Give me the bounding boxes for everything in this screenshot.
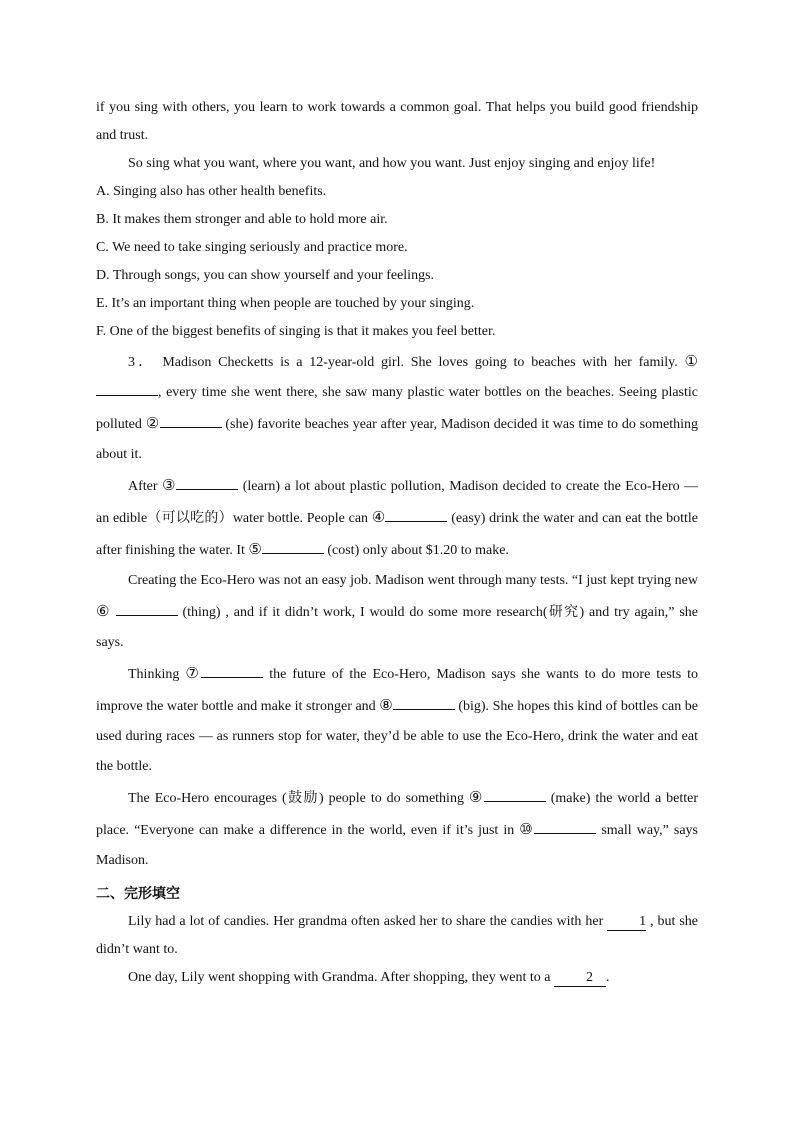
- section-heading-cloze: 二、完形填空: [96, 886, 180, 902]
- passage3-paragraph-3: Creating the Eco-Hero was not an easy job. Madison went through many tests. “I just kept trying new ⑥ (thing) , and if it didn’t work, I would do some more research(研究) and try again,” she says.: [96, 573, 699, 650]
- blank-3[interactable]: [176, 489, 238, 490]
- passage-3: [96, 346, 698, 876]
- blank-9[interactable]: [484, 801, 546, 802]
- passage3-paragraph-5: The Eco-Hero encourages (鼓励) people to do something ⑨ (make) the world a better place. “Everyone can make a difference in the world, even if it’s just in ⑩ small way,” says Madison.: [96, 788, 699, 868]
- blank-4[interactable]: [385, 521, 447, 522]
- option-a: A. Singing also has other health benefits.: [96, 184, 327, 199]
- blank-number-1: ①: [684, 352, 698, 370]
- blank-7[interactable]: [201, 677, 263, 678]
- blank-number-2: ②: [145, 414, 160, 432]
- option-d: D. Through songs, you can show yourself and your feelings.: [96, 268, 435, 283]
- blank-1[interactable]: [96, 395, 158, 396]
- blank-5[interactable]: [262, 553, 324, 554]
- passage3-paragraph-4: Thinking ⑦ the future of the Eco-Hero, Madison says she wants to do more tests to improve the water bottle and make it stronger and ⑧ (big). She hopes this kind of bottles can be used during races — as runners stop for water, they’d be able to use the Eco-Hero, drink the water and eat the bottle.: [96, 664, 699, 774]
- blank-number-8: ⑧: [379, 696, 393, 714]
- passage3-paragraph-1: 3． Madison Checketts is a 12-year-old girl. She loves going to beaches with her family. ①, every time she went there, she saw many plastic water bottles on the beaches. Seeing plastic polluted ② (she) favorite beaches year after year, Madison decided it was time to do something about it.: [96, 352, 699, 462]
- option-e: E. It’s an important thing when people are touched by your singing.: [96, 296, 475, 311]
- document-page: [96, 94, 698, 992]
- blank-number-3: ③: [161, 476, 177, 494]
- intro-paragraph-2: So sing what you want, where you want, and how you want. Just enjoy singing and enjoy life!: [128, 156, 656, 171]
- option-c: C. We need to take singing seriously and practice more.: [96, 240, 408, 255]
- option-b: B. It makes them stronger and able to hold more air.: [96, 212, 388, 227]
- passage3-paragraph-2: After ③ (learn) a lot about plastic pollution, Madison decided to create the Eco-Hero — an edible（可以吃的）water bottle. People can ④ (easy) drink the water and can eat the bottle after finishing the water. It ⑤ (cost) only about $1.20 to make.: [96, 476, 699, 558]
- option-f: F. One of the biggest benefits of singing is that it makes you feel better.: [96, 324, 496, 339]
- options-list: [96, 178, 698, 346]
- blank-number-5: ⑤: [248, 540, 262, 558]
- cloze-blank-1[interactable]: 1: [607, 914, 646, 931]
- cloze-paragraph-1: Lily had a lot of candies. Her grandma often asked her to share the candies with her 1 , but she didn’t want to.: [96, 914, 699, 957]
- blank-10[interactable]: [534, 833, 596, 834]
- blank-number-9: ⑨: [468, 788, 484, 806]
- blank-8[interactable]: [393, 709, 455, 710]
- blank-6[interactable]: [116, 615, 178, 616]
- cloze-passage: [96, 908, 698, 992]
- blank-2[interactable]: [160, 427, 222, 428]
- cloze-blank-2[interactable]: 2: [554, 970, 606, 987]
- blank-number-4: ④: [371, 508, 386, 526]
- blank-number-10: ⑩: [519, 820, 535, 838]
- blank-number-7: ⑦: [185, 664, 202, 682]
- intro-paragraph-1: if you sing with others, you learn to work towards a common goal. That helps you build good friendship and trust.: [96, 100, 698, 143]
- cloze-paragraph-2: One day, Lily went shopping with Grandma. After shopping, they went to a 2 .: [128, 970, 610, 985]
- blank-number-6: ⑥: [96, 602, 111, 620]
